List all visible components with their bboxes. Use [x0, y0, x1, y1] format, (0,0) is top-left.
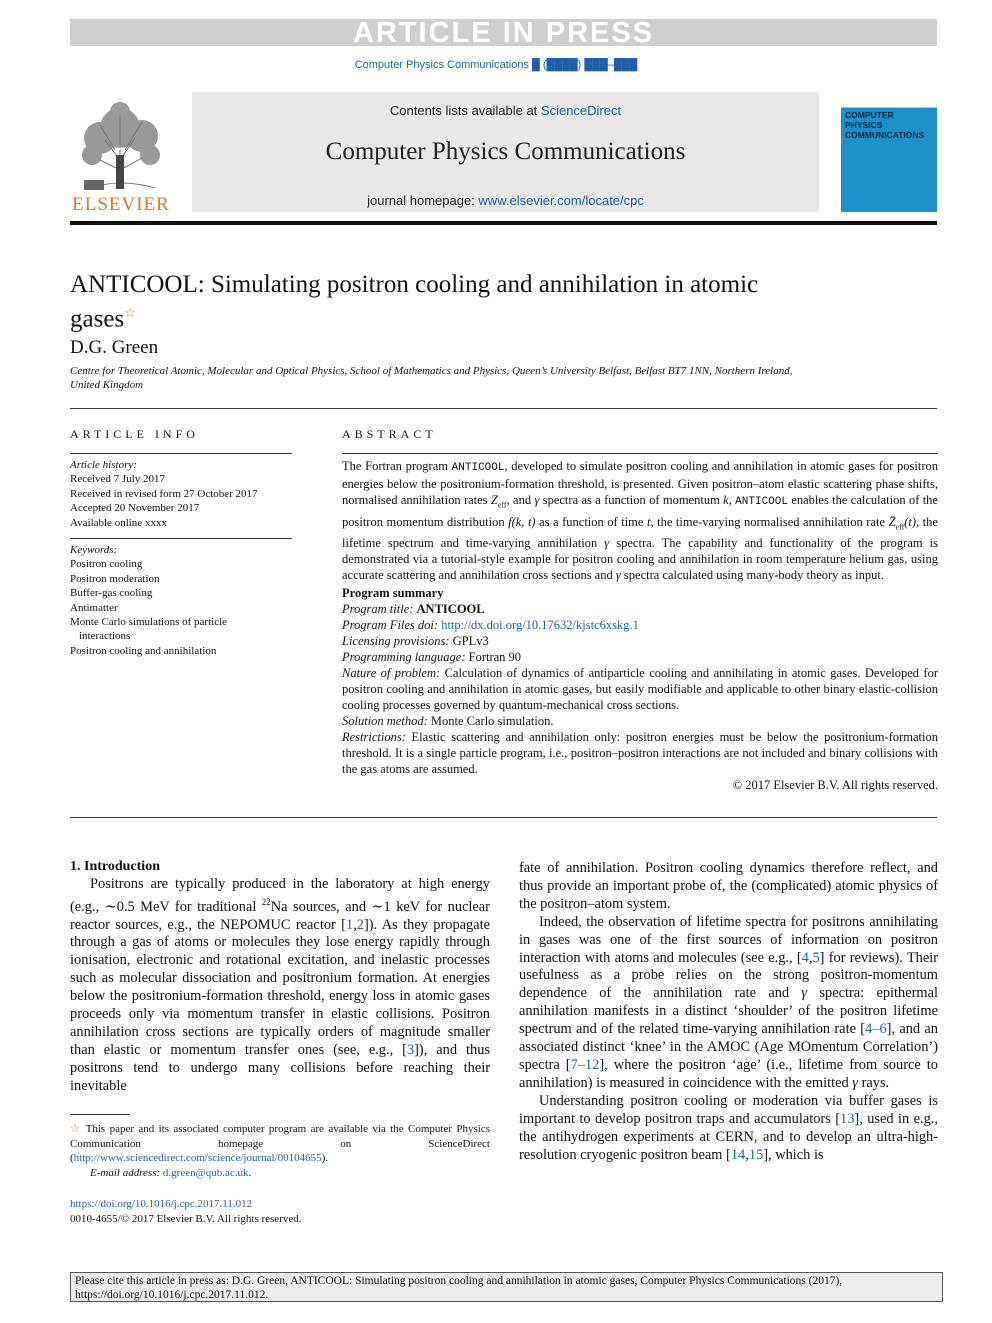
article-in-press-banner: ARTICLE IN PRESS: [70, 19, 937, 46]
citation-box: Please cite this article in press as: D.G. Green, ANTICOOL: Simulating positron cooling and annihilation in atomic gases, Computer Physics Communications (2017), https://doi.org/10.1016/j.cpc.2017.11.012.: [70, 1272, 943, 1302]
body-left-column: [70, 858, 490, 1096]
article-title: ANTICOOL: Simulating positron cooling and annihilation in atomic gases☆: [70, 271, 759, 333]
header-divider: [70, 221, 937, 225]
abstract-rule: [342, 453, 938, 454]
footnote-star-icon[interactable]: ☆: [124, 305, 136, 320]
abstract-body: [342, 458, 938, 793]
history-online: Available online xxxx: [70, 516, 167, 529]
intro-paragraph-2: Indeed, the observation of lifetime spectra for positrons annihilating in gases was one of the first sources of information on positron interaction with atoms and molecules (see e.g., [4,5] for reviews). Their usefulness as a probe relies on the strong positron-momentum dependence of the annihilation rate and γ spectra: epithermal annihilation manifests in a distinct ‘shoulder’ of the positron lifetime spectrum and of the related time-varying annihilation rate [4–6], and an associated distinct ‘knee’ in the AMOC (Age MOmentum Correlation’) spectra [7–12], where the positron ‘age’ (i.e., lifetime from source to annihilation) is measured in coincidence with the emitted γ rays.: [519, 913, 939, 1091]
program-files-doi: Program Files doi: http://dx.doi.org/10.17632/kjstc6xskg.1: [342, 618, 639, 632]
intro-paragraph-1-continued: fate of annihilation. Positron cooling dynamics therefore reflect, and thus provide an important probe of, the (complicated) atomic physics of the positron–atom system.: [519, 860, 938, 912]
keyword-item: Positron cooling and annihilation: [70, 644, 217, 657]
solution-method: Solution method: Monte Carlo simulation.: [342, 714, 554, 728]
cover-title: COMPUTER PHYSICS COMMUNICATIONS: [845, 110, 925, 140]
keywords-list: Keywords: Positron cooling Positron moderation Buffer-gas cooling Antimatter Monte Carlo simulations of particle interactions Positron cooling and annihilation: [70, 543, 292, 658]
abstract-paragraph: The Fortran program ANTICOOL, developed to simulate positron cooling and annihilation in atomic gases for positron energies below the positronium-formation threshold, is presented. Given positron–atom elastic scattering phase shifts, normalised annihilation rates $Z_{eff}$, and γ spectra as a function of momentum k, ANTICOOL enables the calculation of the positron momentum distribution f(k, t) as a function of time t, the time-varying normalised annihilation rate $Z̄_{eff}(t)$, the lifetime spectrum and time-varying annihilation γ spectra. The capability and functionality of the program is demonstrated via a tutorial-style example for positron cooling and annihilation in room temperature helium gas, using accurate scattering and annihilation cross sections and γ spectra calculated using many-body theory as input.: [342, 459, 939, 582]
contents-line: Contents lists available at ScienceDirect: [389, 103, 622, 118]
author-affiliation: Centre for Theoretical Atomic, Molecular and Optical Physics, School of Mathematics and Physics, Queen’s University Belfast, Belfast BT7 1NN, Northern Ireland, United Kingdom: [70, 365, 793, 391]
doi-block: [70, 1197, 302, 1226]
program-title: Program title: ANTICOOL: [342, 602, 485, 616]
elsevier-wordmark: ELSEVIER: [72, 194, 170, 215]
author-email-link[interactable]: d.green@qub.ac.uk: [162, 1166, 249, 1179]
keyword-item: Buffer-gas cooling: [70, 587, 153, 600]
reference-link[interactable]: 1: [345, 916, 354, 933]
keyword-item: Monte Carlo simulations of particle: [70, 616, 228, 629]
reference-link[interactable]: 5: [812, 949, 820, 966]
licensing-provisions: Licensing provisions: GPLv3: [342, 634, 489, 648]
journal-header: [192, 92, 819, 212]
history-accepted: Accepted 20 November 2017: [70, 502, 200, 515]
title-divider: [70, 408, 937, 409]
reference-link[interactable]: 4–6: [865, 1021, 887, 1038]
author-name[interactable]: D.G. Green: [70, 337, 159, 358]
reference-link[interactable]: 7–12: [570, 1056, 600, 1073]
footnote: ☆ This paper and its associated computer program are available via the Computer Physics Communication homepage on ScienceDirect (http://www.sciencedirect.com/science/journal/00104655). E-mail address: d.green@qub.ac.uk.: [70, 1123, 490, 1179]
issn-copyright: 0010-4655/© 2017 Elsevier B.V. All rights reserved.: [70, 1212, 302, 1225]
programming-language: Programming language: Fortran 90: [342, 650, 522, 664]
article-doi-link[interactable]: https://doi.org/10.1016/j.cpc.2017.11.012: [70, 1198, 253, 1210]
cover-logo-strip: [841, 92, 937, 108]
body-right-column: [519, 860, 938, 1164]
history-received: Received 7 July 2017: [70, 473, 166, 486]
program-doi-link[interactable]: http://dx.doi.org/10.17632/kjstc6xskg.1: [441, 618, 639, 632]
abstract-copyright: © 2017 Elsevier B.V. All rights reserved.: [732, 778, 938, 792]
nature-of-problem: Nature of problem: Calculation of dynamics of antiparticle cooling and annihilating in atomic gases. Developed for positron cooling and annihilation in atomic gases, but easily modifiable and applicable to other binary elastic-collision cooling processes governed by quantum-mechanical cross sections.: [342, 666, 939, 712]
intro-paragraph-1: Positrons are typically produced in the laboratory at high energy (e.g., ∼0.5 MeV for traditional $^{22}$Na sources, and ∼1 keV for nuclear reactor sources, e.g., the NEPOMUC reactor [1,2]). As they propagate through a gas of atoms or molecules they lose energy rapidly through ionisation, electronic and rotational excitation, and inelastic processes such as molecular dissociation and positronium formation. At energies below the positronium-formation threshold, energy loss in atomic gases proceeds only via momentum transfer in elastic collisions. Positron annihilation cross sections are typically orders of magnitude smaller than elastic or momentum transfer ones (see, e.g., [3]), and thus positrons tend to undergo many collisions before reaching their inevitable: [70, 875, 491, 1094]
sciencedirect-journal-link[interactable]: http://www.sciencedirect.com/science/journal/00104655: [73, 1152, 322, 1164]
keyword-item-continued: interactions: [79, 630, 131, 643]
program-summary-heading: Program summary: [342, 586, 444, 600]
abstract-bottom-divider: [70, 817, 937, 818]
restrictions: Restrictions: Elastic scattering and annihilation only: positron energies must be below the positronium-formation threshold. It is a single particle program, i.e., positron–positron interactions are not included and binary collisions with the gas atoms are assumed.: [342, 730, 938, 776]
journal-cover-thumbnail[interactable]: [841, 92, 937, 212]
section-heading-introduction: 1. Introduction: [70, 859, 160, 874]
reference-link[interactable]: 13: [840, 1110, 855, 1127]
article-info-rule: [70, 453, 292, 454]
homepage-link[interactable]: www.elsevier.com/locate/cpc: [478, 193, 644, 208]
reference-link[interactable]: 2: [356, 916, 364, 933]
sciencedirect-link[interactable]: ScienceDirect: [540, 103, 622, 118]
intro-paragraph-3: Understanding positron cooling or moderation via buffer gases is important to develop positron traps and accumulators [13], used in e.g., the antihydrogen experiments at CERN, and to develop an ultra-high-resolution cryogenic positron beam [14,15], which is: [519, 1092, 938, 1163]
article-info-heading: ARTICLE INFO: [70, 427, 199, 441]
abstract-heading: ABSTRACT: [342, 427, 437, 441]
footnote-divider: [70, 1114, 130, 1115]
reference-link[interactable]: 15: [748, 1146, 764, 1163]
keyword-item: Positron moderation: [70, 572, 160, 585]
journal-reference[interactable]: Computer Physics Communications █ (████) ███–███: [354, 59, 638, 71]
footnote-star-icon: ☆: [70, 1123, 82, 1135]
homepage-line: journal homepage: www.elsevier.com/locate/cpc: [367, 193, 644, 208]
reference-link[interactable]: 14: [730, 1146, 746, 1163]
reference-link[interactable]: 3: [406, 1041, 415, 1058]
journal-title: Computer Physics Communications: [325, 138, 686, 165]
keyword-item: Antimatter: [70, 601, 118, 614]
keywords-rule: [70, 538, 292, 539]
article-history: Article history: Received 7 July 2017 Received in revised form 27 October 2017 Accepted 20 November 2017 Available online xxxx: [70, 458, 292, 530]
keyword-item: Positron cooling: [70, 558, 143, 571]
history-revised: Received in revised form 27 October 2017: [70, 487, 258, 500]
reference-link[interactable]: 4: [801, 949, 809, 966]
